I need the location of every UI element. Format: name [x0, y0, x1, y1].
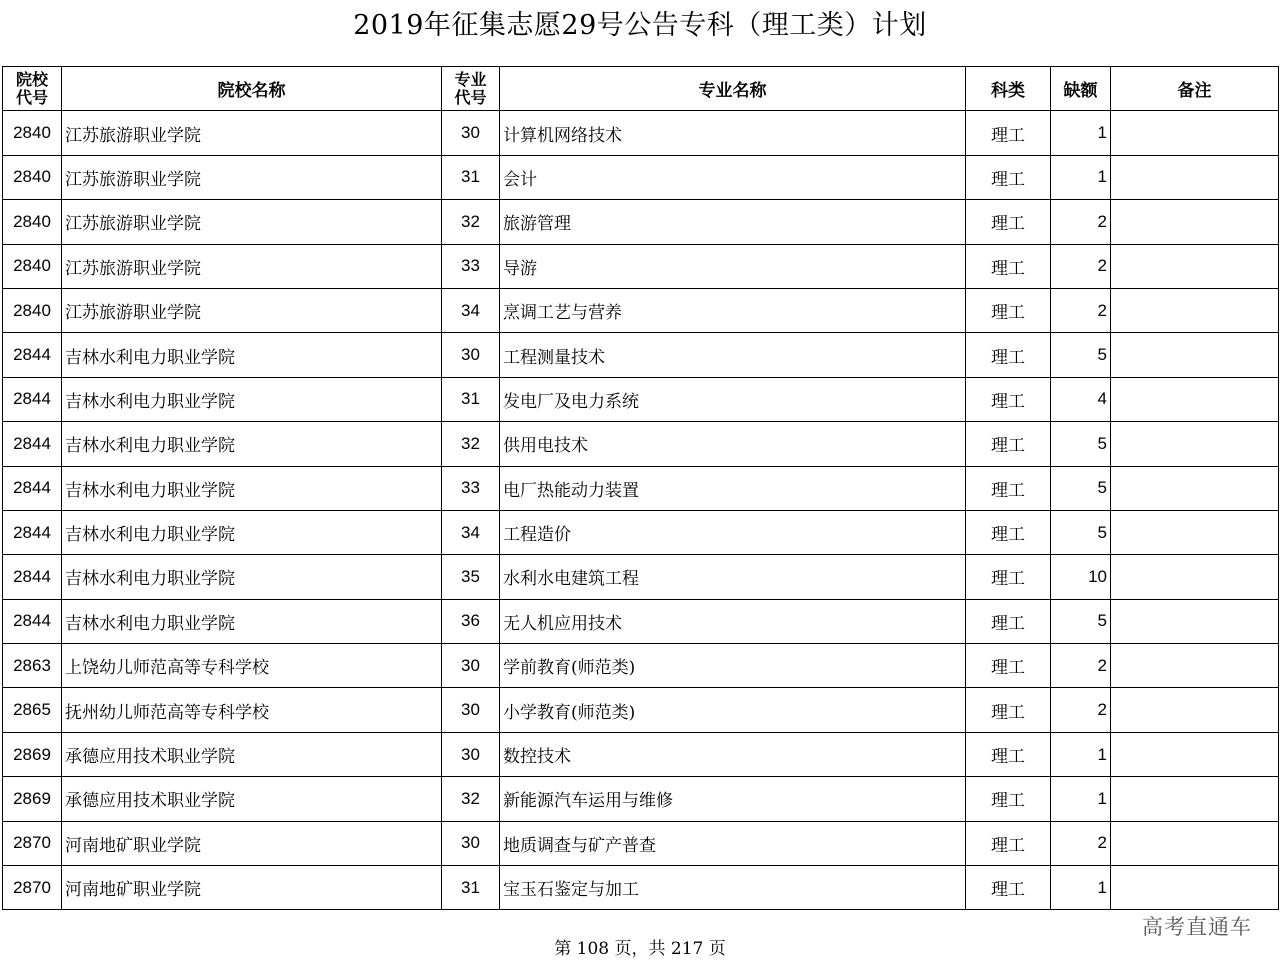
major-code-cell: 32 [442, 200, 500, 244]
vacancy-cell: 1 [1051, 111, 1111, 155]
major-name-cell: 水利水电建筑工程 [500, 555, 966, 599]
school-name-cell: 吉林水利电力职业学院 [62, 466, 442, 510]
table-row [3, 688, 1279, 732]
school-name-cell: 江苏旅游职业学院 [62, 155, 442, 199]
school-code-cell: 2844 [3, 422, 62, 466]
major-code-cell: 30 [442, 732, 500, 776]
school-name-cell: 承德应用技术职业学院 [62, 777, 442, 821]
school-code-cell: 2840 [3, 288, 62, 332]
vacancy-cell: 2 [1051, 244, 1111, 288]
major-code-cell: 35 [442, 555, 500, 599]
table-row [3, 599, 1279, 643]
table-row [3, 555, 1279, 599]
major-name-cell: 无人机应用技术 [500, 599, 966, 643]
school-name-cell: 河南地矿职业学院 [62, 866, 442, 910]
school-name-cell: 承德应用技术职业学院 [62, 732, 442, 776]
major-code-cell: 30 [442, 333, 500, 377]
major-name-cell: 小学教育(师范类) [500, 688, 966, 732]
major-name-cell: 旅游管理 [500, 200, 966, 244]
vacancy-cell: 5 [1051, 466, 1111, 510]
school-name-cell: 吉林水利电力职业学院 [62, 333, 442, 377]
school-code-cell: 2844 [3, 333, 62, 377]
table-row [3, 821, 1279, 865]
table-row [3, 333, 1279, 377]
major-name-cell: 学前教育(师范类) [500, 644, 966, 688]
major-code-cell: 34 [442, 510, 500, 554]
vacancy-cell: 1 [1051, 866, 1111, 910]
major-name-cell: 导游 [500, 244, 966, 288]
remarks-cell [1111, 821, 1279, 865]
school-code-cell: 2844 [3, 377, 62, 421]
remarks-cell [1111, 599, 1279, 643]
major-name-cell: 供用电技术 [500, 422, 966, 466]
table-row [3, 466, 1279, 510]
school-name-cell: 吉林水利电力职业学院 [62, 555, 442, 599]
category-cell: 理工 [966, 244, 1051, 288]
table-row [3, 111, 1279, 155]
major-name-cell: 宝玉石鉴定与加工 [500, 866, 966, 910]
major-name-cell: 工程造价 [500, 510, 966, 554]
school-code-cell: 2865 [3, 688, 62, 732]
school-name-cell: 江苏旅游职业学院 [62, 111, 442, 155]
school-name-cell: 江苏旅游职业学院 [62, 200, 442, 244]
remarks-cell [1111, 244, 1279, 288]
category-cell: 理工 [966, 777, 1051, 821]
plan-table [2, 66, 1279, 910]
school-code-cell: 2869 [3, 732, 62, 776]
major-code-cell: 30 [442, 111, 500, 155]
school-name-cell: 河南地矿职业学院 [62, 821, 442, 865]
remarks-cell [1111, 732, 1279, 776]
category-cell: 理工 [966, 510, 1051, 554]
table-row [3, 866, 1279, 910]
remarks-cell [1111, 555, 1279, 599]
category-cell: 理工 [966, 866, 1051, 910]
category-cell: 理工 [966, 821, 1051, 865]
vacancy-cell: 5 [1051, 510, 1111, 554]
category-cell: 理工 [966, 732, 1051, 776]
major-code-cell: 31 [442, 377, 500, 421]
major-code-cell: 30 [442, 644, 500, 688]
remarks-cell [1111, 377, 1279, 421]
school-name-cell: 吉林水利电力职业学院 [62, 599, 442, 643]
table-row [3, 288, 1279, 332]
school-code-cell: 2844 [3, 510, 62, 554]
major-code-cell: 32 [442, 422, 500, 466]
major-code-cell: 34 [442, 288, 500, 332]
vacancy-cell: 1 [1051, 155, 1111, 199]
major-code-cell: 33 [442, 244, 500, 288]
table-row [3, 510, 1279, 554]
remarks-cell [1111, 777, 1279, 821]
header-major-code: 专业 代号 [442, 67, 500, 111]
major-name-cell: 地质调查与矿产普查 [500, 821, 966, 865]
table-row [3, 422, 1279, 466]
major-name-cell: 发电厂及电力系统 [500, 377, 966, 421]
table-header-row [3, 67, 1279, 111]
category-cell: 理工 [966, 377, 1051, 421]
school-code-cell: 2840 [3, 244, 62, 288]
remarks-cell [1111, 422, 1279, 466]
school-code-cell: 2863 [3, 644, 62, 688]
major-code-cell: 32 [442, 777, 500, 821]
school-code-cell: 2840 [3, 200, 62, 244]
remarks-cell [1111, 688, 1279, 732]
major-code-cell: 31 [442, 155, 500, 199]
school-name-cell: 江苏旅游职业学院 [62, 288, 442, 332]
vacancy-cell: 2 [1051, 821, 1111, 865]
vacancy-cell: 4 [1051, 377, 1111, 421]
school-code-cell: 2870 [3, 866, 62, 910]
header-school-code: 院校 代号 [3, 67, 62, 111]
category-cell: 理工 [966, 333, 1051, 377]
major-name-cell: 电厂热能动力装置 [500, 466, 966, 510]
major-name-cell: 计算机网络技术 [500, 111, 966, 155]
category-cell: 理工 [966, 555, 1051, 599]
major-name-cell: 数控技术 [500, 732, 966, 776]
school-code-cell: 2869 [3, 777, 62, 821]
vacancy-cell: 5 [1051, 333, 1111, 377]
remarks-cell [1111, 333, 1279, 377]
category-cell: 理工 [966, 200, 1051, 244]
major-name-cell: 会计 [500, 155, 966, 199]
remarks-cell [1111, 111, 1279, 155]
category-cell: 理工 [966, 688, 1051, 732]
remarks-cell [1111, 200, 1279, 244]
table-row [3, 377, 1279, 421]
school-name-cell: 吉林水利电力职业学院 [62, 377, 442, 421]
vacancy-cell: 2 [1051, 288, 1111, 332]
major-name-cell: 工程测量技术 [500, 333, 966, 377]
major-name-cell: 新能源汽车运用与维修 [500, 777, 966, 821]
school-code-cell: 2844 [3, 555, 62, 599]
school-name-cell: 江苏旅游职业学院 [62, 244, 442, 288]
table-row [3, 777, 1279, 821]
vacancy-cell: 5 [1051, 422, 1111, 466]
table-row [3, 200, 1279, 244]
category-cell: 理工 [966, 599, 1051, 643]
remarks-cell [1111, 466, 1279, 510]
category-cell: 理工 [966, 288, 1051, 332]
remarks-cell [1111, 288, 1279, 332]
header-remarks: 备注 [1111, 67, 1279, 111]
watermark: 高考直通车 [1142, 915, 1252, 939]
vacancy-cell: 2 [1051, 688, 1111, 732]
page-title: 2019年征集志愿29号公告专科（理工类）计划 [353, 10, 927, 41]
vacancy-cell: 2 [1051, 644, 1111, 688]
category-cell: 理工 [966, 111, 1051, 155]
school-name-cell: 抚州幼儿师范高等专科学校 [62, 688, 442, 732]
table-row [3, 644, 1279, 688]
table-row [3, 155, 1279, 199]
school-name-cell: 上饶幼儿师范高等专科学校 [62, 644, 442, 688]
header-category: 科类 [966, 67, 1051, 111]
page-footer: 第 108 页，共 217 页 [554, 939, 726, 959]
category-cell: 理工 [966, 466, 1051, 510]
vacancy-cell: 5 [1051, 599, 1111, 643]
category-cell: 理工 [966, 422, 1051, 466]
school-code-cell: 2844 [3, 599, 62, 643]
major-code-cell: 36 [442, 599, 500, 643]
vacancy-cell: 10 [1051, 555, 1111, 599]
major-code-cell: 33 [442, 466, 500, 510]
category-cell: 理工 [966, 644, 1051, 688]
school-name-cell: 吉林水利电力职业学院 [62, 422, 442, 466]
major-name-cell: 烹调工艺与营养 [500, 288, 966, 332]
remarks-cell [1111, 866, 1279, 910]
major-code-cell: 30 [442, 821, 500, 865]
table-row [3, 244, 1279, 288]
header-major-name: 专业名称 [500, 67, 966, 111]
school-code-cell: 2844 [3, 466, 62, 510]
remarks-cell [1111, 510, 1279, 554]
table-row [3, 732, 1279, 776]
remarks-cell [1111, 644, 1279, 688]
school-name-cell: 吉林水利电力职业学院 [62, 510, 442, 554]
header-vacancy: 缺额 [1051, 67, 1111, 111]
header-school-name: 院校名称 [62, 67, 442, 111]
school-code-cell: 2840 [3, 155, 62, 199]
vacancy-cell: 2 [1051, 200, 1111, 244]
vacancy-cell: 1 [1051, 732, 1111, 776]
remarks-cell [1111, 155, 1279, 199]
school-code-cell: 2840 [3, 111, 62, 155]
major-code-cell: 31 [442, 866, 500, 910]
vacancy-cell: 1 [1051, 777, 1111, 821]
category-cell: 理工 [966, 155, 1051, 199]
school-code-cell: 2870 [3, 821, 62, 865]
major-code-cell: 30 [442, 688, 500, 732]
